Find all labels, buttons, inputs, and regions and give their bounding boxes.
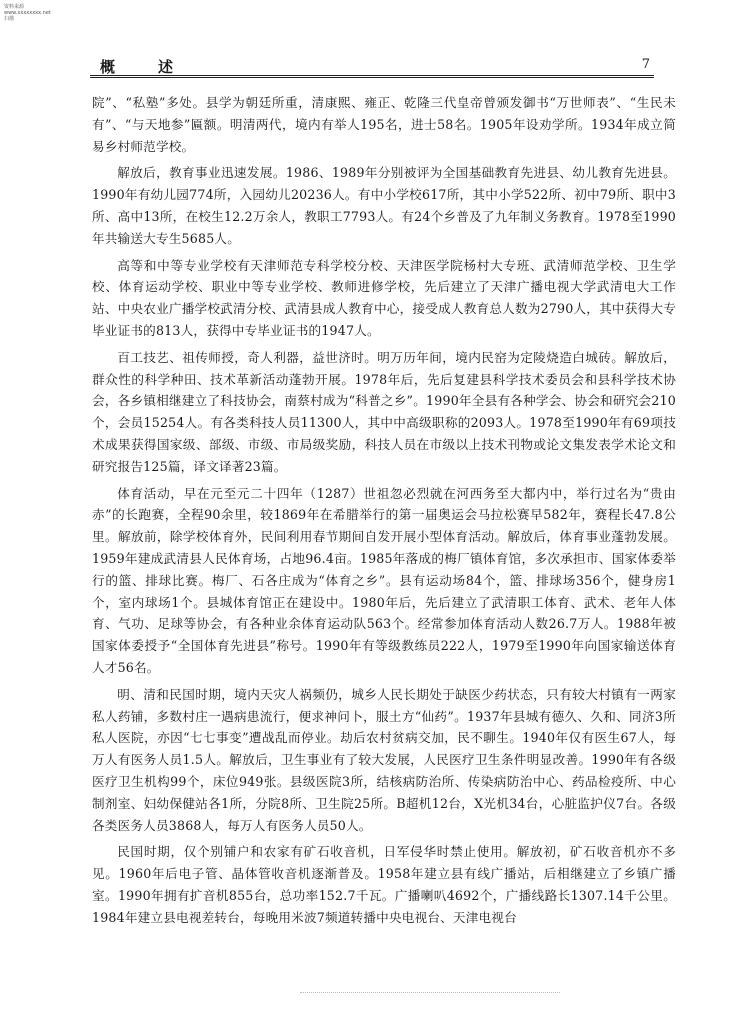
- paragraph-higher-education: 高等和中等专业学校有天津师范专科学校分校、天津医学院杨村大专班、武清师范学校、卫生学校、体育运动学校、职业中等专业学校、教师进修学校，先后建立了天津广播电视大学武清电大工作站、中央农业广播学校武清分校、武清县成人教育中心，接受成人教育总人数为2790人，其中获得大专毕业证书的813人，获得中专毕业证书的1947人。: [92, 257, 676, 338]
- paragraph-education: 解放后，教育事业迅速发展。1986、1989年分别被评为全国基础教育先进县、幼儿教育先进县。1990年有幼儿园774所，入园幼儿20236人。有中小学校617所，其中小学522所、初中79所、职中3所、高中13所，在校生12.2万余人，教职工7793人。有24个乡普及了九年制义务教育。1978至1990年共输送大专生5685人。: [92, 165, 676, 246]
- paragraph-broadcasting: 民国时期，仅个别铺户和农家有矿石收音机，日军侵华时禁止使用。解放初，矿石收音机亦不多见。1960年后电子管、晶体管收音机逐渐普及。1958年建立县有线广播站，后相继建立了乡镇广播室。1990年拥有扩音机855台，总功率152.7千瓦。广播喇叭4692个，广播线路长1307.14千公里。1984年建立县电视差转台，每晚用米波7频道转播中央电视台、天津电视台: [92, 844, 676, 925]
- header-rule: [90, 75, 654, 78]
- paragraph-science: 百工技艺、祖传师授，奇人利器，益世济时。明万历年间，境内民窑为定陵烧造白城砖。解放后，群众性的科学种田、技术革新活动蓬勃开展。1978年后，先后复建县科学技术委员会和县科学技术协会，各乡镇相继建立了科技协会，南蔡村成为“科普之乡”。1990年全县有各种学会、协会和研究会210个，会员15254人。有各类科技人员11300人，其中中高级职称的2093人。1978至1990年有69项技术成果获得国家级、部级、市级、市局级奖励，科技人员在市级以上技术刊物或论文集发表学术论文和研究报告125篇，译文译著23篇。: [92, 349, 676, 474]
- paragraph-continued: 院”、“私塾”多处。县学为朝廷所重，清康熙、雍正、乾隆三代皇帝曾颁发御书“万世师表”、“生民未有”、“与天地参”匾额。明清两代，境内有举人195名，进士58名。1905年设劝学所。1934年成立简易乡村师范学校。: [92, 95, 676, 154]
- scan-artifact: [300, 992, 560, 995]
- page-number: 7: [641, 57, 650, 72]
- body-text: [92, 92, 676, 933]
- watermark-line: 资料来源: [4, 4, 25, 10]
- watermark-line: www.xxxxxxxx.net: [4, 10, 51, 16]
- chapter-title: 概 述: [100, 58, 188, 76]
- scan-watermark: [4, 4, 51, 22]
- paragraph-sports: 体育活动，早在元至元二十四年（1287）世祖忽必烈就在河西务至大都内中，举行过名为“贵由赤”的长跑赛，全程90余里，较1869年在希腊举行的第一届奥运会马拉松赛早582年，赛程长47.8公里。解放前，除学校体育外，民间利用春节期间自发开展小型体育活动。解放后，体育事业蓬勃发展。1959年建成武清县人民体育场，占地96.4亩。1985年落成的梅厂镇体育馆，多次承担市、国家体委举行的篮、排球比赛。梅厂、石各庄成为“体育之乡”。县有运动场84个，篮、排球场356个，健身房1个，室内球场1个。县城体育馆正在建设中。1980年后，先后建立了武清职工体育、武术、老年人体育、气功、足球等协会，有各种业余体育运动队563个。经常参加体育活动人数26.7万人。1988年被国家体委授予“全国体育先进县”称号。1990年有等级教练员222人，1979至1990年向国家输送体育人才56名。: [92, 485, 676, 675]
- paragraph-health: 明、清和民国时期，境内天灾人祸频仍，城乡人民长期处于缺医少药状态，只有较大村镇有一两家私人药铺，多数村庄一遇病患流行，便求神问卜，服土方“仙药”。1937年县城有德久、久和、同济3所私人医院，亦因“七七事变”遭战乱而停业。劫后农村贫病交加，民不聊生。1940年仅有医生67人，每万人有医务人员1.5人。解放后，卫生事业有了较大发展，人民医疗卫生条件明显改善。1990年有各级医疗卫生机构99个，床位949张。县级医院3所，结核病防治所、传染病防治中心、药品检疫所、中心制剂室、妇幼保健站各1所，分院8所、卫生院25所。B超机12台，X光机34台，心脏监护仪7台。各级各类医务人员3868人，每万人有医务人员50人。: [92, 686, 676, 833]
- page-header: [90, 52, 654, 78]
- watermark-line: 扫描: [4, 16, 15, 22]
